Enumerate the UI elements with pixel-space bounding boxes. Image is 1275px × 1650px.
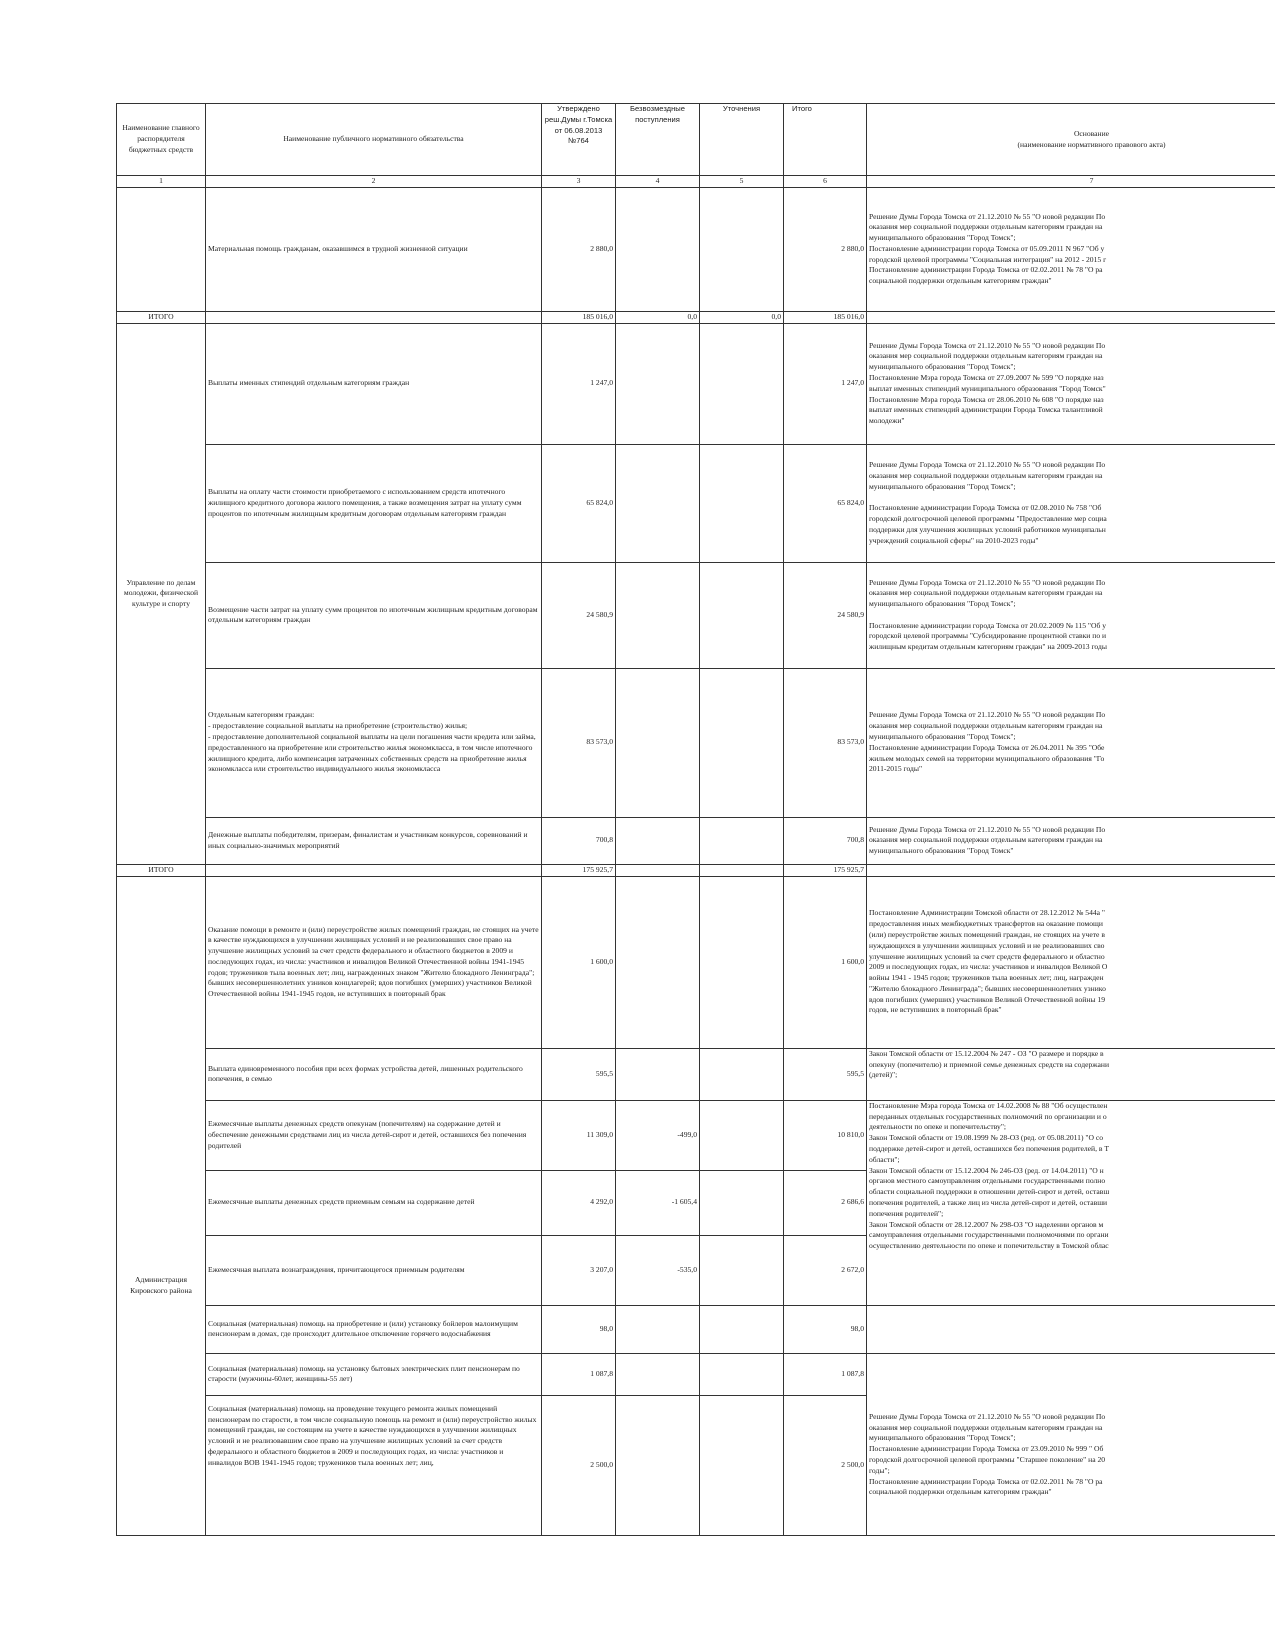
total-sum: 175 925,7 bbox=[784, 864, 867, 876]
total-value: 2 672,0 bbox=[784, 1235, 867, 1305]
obligation-name: Оказание помощи в ремонте и (или) переустройстве жилых помещений граждан, не стоящих на учете в качестве нуждающихся в улучшении жилищных условий и не реализовавших свое право на улучшение жилищных условий за счет средств федерального и областного бюджетов в 2009 и последующих годах, из числа: участников и инвалидов Великой Отечественной войны 1941-1945 годов; тружеников тыла военных лет; лиц, награжденных знаком "Жителю блокадного Ленинграда"; бывших несовершеннолетних узников концлагерей; вдов погибших (умерших) участников Великой Отечественной войны 1941-1945 годов, не вступивших в повторный брак bbox=[206, 876, 542, 1048]
total-label: ИТОГО bbox=[117, 311, 206, 323]
total-label: ИТОГО bbox=[117, 864, 206, 876]
approved-value: 98,0 bbox=[542, 1305, 616, 1353]
table-row bbox=[117, 668, 1275, 817]
obligation-name: Социальная (материальная) помощь на установку бытовых электрических плит пенсионерам по старости (мужчины-60лет, женщины-55 лет) bbox=[206, 1353, 542, 1395]
table-row bbox=[117, 876, 1275, 1048]
total-value: 65 824,0 bbox=[784, 444, 867, 562]
approved-value: 2 500,0 bbox=[542, 1395, 616, 1535]
colnum: 1 bbox=[117, 176, 206, 188]
basis-text: Постановление Администрации Томской области от 28.12.2012 № 544а " предоставления иных межбюджетных трансфертов на оказание помощи (или) переустройстве жилых помещений граждан, не стоящих на учете в нуждающихся в улучшении жилищных условий и не реализовавших сво улучшение жилищных условий за счет средств федерального и областно 2009 и последующих годах, из числа: участников и инвалидов Великой О войны 1941 - 1945 годов; тружеников тыла военных лет; лиц, награжден "Жителю блокадного Ленинграда"; бывших несовершеннолетних узнико вдов погибших (умерших) участников Великой Отечественной войны 19 годов, не вступивших в повторный брак" bbox=[867, 876, 1275, 1048]
colnum: 7 bbox=[867, 176, 1275, 188]
basis-text: Решение Думы Города Томска от 21.12.2010 № 55 "О новой редакции По оказания мер социальной поддержки отдельным категориям граждан на муниципального образования "Город Томск"; Постановление администрации Города Томска от 26.04.2011 № 395 "Обе жильем молодых семей на территории муниципального образования "Го 2011-2015 годы" bbox=[867, 668, 1275, 817]
colnum: 5 bbox=[700, 176, 784, 188]
free-receipts-value bbox=[616, 187, 700, 311]
total-approved: 175 925,7 bbox=[542, 864, 616, 876]
header-col7-subtitle: (наименование нормативного правового акта) bbox=[1017, 139, 1166, 149]
basis-text: Решение Думы Города Томска от 21.12.2010 № 55 "О новой редакции По оказания мер социальной поддержки отдельным категориям граждан на муниципального образования "Город Томск"; Постановление администрации Города Томска от 23.09.2010 № 999 " Об городской долгосрочной целевой программы "Старшее поколение" на 20 годы"; Постановление администрации Города Томска от 02.02.2011 № 78 "О ра социальной поддержки отдельным категориям граждан" bbox=[867, 1353, 1275, 1535]
header-col1: Наименование главного распорядителя бюджетных средств bbox=[117, 104, 206, 176]
appropriations-table bbox=[116, 103, 1275, 1536]
total-value: 700,8 bbox=[784, 817, 867, 864]
table-row bbox=[117, 1353, 1275, 1395]
colnum: 6 bbox=[784, 176, 867, 188]
table-row bbox=[117, 817, 1275, 864]
obligation-name: Социальная (материальная) помощь на проведение текущего ремонта жилых помещений пенсионерам по старости, в том числе социальную помощь на ремонт и (или) переустройство жилых помещений граждан, не состоящим на учете в качестве нуждающихся в улучшении жилищных условий и не реализовавшим свое право на улучшение жилищных условий за счет средств федерального и областного бюджетов в 2009 и последующих годах, из числа: участников и инвалидов ВОВ 1941-1945 годов; тружеников тыла военных лет; лиц, bbox=[206, 1395, 542, 1535]
dept-cell bbox=[117, 187, 206, 311]
dept-name: Управление по делам молодежи, физической культуре и спорту bbox=[117, 323, 206, 864]
header-col4: Безвозмездные поступления bbox=[616, 104, 700, 176]
total-approved: 185 016,0 bbox=[542, 311, 616, 323]
basis-text: Решение Думы Города Томска от 21.12.2010 № 55 "О новой редакции По оказания мер социальной поддержки отдельным категориям граждан на муниципального образования "Город Томск" bbox=[867, 817, 1275, 864]
table-row bbox=[117, 1048, 1275, 1100]
approved-value: 1 087,8 bbox=[542, 1353, 616, 1395]
approved-value: 2 880,0 bbox=[542, 187, 616, 311]
basis-text: Решение Думы Города Томска от 21.12.2010 № 55 "О новой редакции По оказания мер социальной поддержки отдельным категориям граждан на муниципального образования "Город Томск"; Постановление администрации Города Томска от 02.08.2010 № 758 "Об городской долгосрочной целевой программы "Предоставление мер социа поддержки для улучшения жилищных условий работников муниципальн учреждений социальной сферы" на 2010-2023 годы" bbox=[867, 444, 1275, 562]
approved-value: 1 247,0 bbox=[542, 323, 616, 444]
approved-value: 3 207,0 bbox=[542, 1235, 616, 1305]
obligation-name: Денежные выплаты победителям, призерам, финалистам и участникам конкурсов, соревнований и иных социально-значимых мероприятий bbox=[206, 817, 542, 864]
header-col2: Наименование публичного нормативного обязательства bbox=[206, 104, 542, 176]
total-value: 1 087,8 bbox=[784, 1353, 867, 1395]
free-receipts-value: -499,0 bbox=[616, 1100, 700, 1170]
total-value: 1 247,0 bbox=[784, 323, 867, 444]
total-value: 24 580,9 bbox=[784, 562, 867, 668]
obligation-name: Отдельным категориям граждан: - предоставление социальной выплаты на приобретение (строительство) жилья; - предоставление дополнительной социальной выплаты на цели погашения части кредита или займа, предоставленного на приобретение или строительство жилья экономкласса, в том числе ипотечного жилищного кредита, либо компенсация затраченных собственных средств на приобретение жилья экономкласса или строительство индивидуального жилья экономкласса bbox=[206, 668, 542, 817]
obligation-name: Возмещение части затрат на уплату сумм процентов по ипотечным жилищным кредитным договорам отдельным категориям граждан bbox=[206, 562, 542, 668]
column-number-row bbox=[117, 176, 1275, 188]
total-value: 1 600,0 bbox=[784, 876, 867, 1048]
basis-text: Решение Думы Города Томска от 21.12.2010 № 55 "О новой редакции По оказания мер социальной поддержки отдельным категориям граждан на муниципального образования "Город Томск"; Постановление администрации города Томска от 05.09.2011 N 967 "Об у городской целевой программы "Социальная интеграция" на 2012 - 2015 г Постановление администрации Города Томска от 02.02.2011 № 78 "О ра социальной поддержки отдельным категориям граждан" bbox=[867, 187, 1275, 311]
approved-value: 83 573,0 bbox=[542, 668, 616, 817]
approved-value: 1 600,0 bbox=[542, 876, 616, 1048]
dept-name: Администрация Кировского района bbox=[117, 876, 206, 1535]
total-value: 10 810,0 bbox=[784, 1100, 867, 1170]
total-row bbox=[117, 864, 1275, 876]
header-col3: Утверждено реш.Думы г.Томска от 06.08.2013 №764 bbox=[542, 104, 616, 176]
header-col6: Итого bbox=[784, 104, 867, 176]
basis-text: Решение Думы Города Томска от 21.12.2010 № 55 "О новой редакции По оказания мер социальной поддержки отдельным категориям граждан на муниципального образования "Город Томск"; Постановление администрации города Томска от 20.02.2009 № 115 "Об у городской целевой программы "Субсидирование процентной ставки по и жилищным кредитам отдельным категориям граждан" на 2009-2013 годы bbox=[867, 562, 1275, 668]
table-row bbox=[117, 562, 1275, 668]
total-value: 595,5 bbox=[784, 1048, 867, 1100]
header-col5: Уточнения bbox=[700, 104, 784, 176]
basis-text: Постановление Мэра города Томска от 14.02.2008 № 88 "Об осуществлен переданных отдельных государственных полномочий по организации и о деятельности по опеке и попечительству"; Закон Томской области от 19.08.1999 № 28-ОЗ (ред. от 05.08.2011) "О со поддержке детей-сирот и детей, оставшихся без попечения родителей, в Т области"; Закон Томской области от 15.12.2004 № 246-ОЗ (ред. от 14.04.2011) "О н органов местного самоуправления отдельными государственными полно области социальной поддержки в отношении детей-сирот и детей, оставш попечения родителей, а также лиц из числа детей-сирот и детей, оставши попечения родителей"; Закон Томской области от 28.12.2007 № 298-ОЗ "О наделении органов м самоуправления отдельными государственными полномочиями по органи осуществлению деятельности по опеке и попечительству в Томской облас bbox=[867, 1100, 1275, 1305]
total-free-receipts: 0,0 bbox=[616, 311, 700, 323]
approved-value: 595,5 bbox=[542, 1048, 616, 1100]
total-sum: 185 016,0 bbox=[784, 311, 867, 323]
header-col7-title: Основание bbox=[1073, 128, 1110, 138]
obligation-name: Ежемесячные выплаты денежных средств приемным семьям на содержание детей bbox=[206, 1170, 542, 1235]
total-value: 2 880,0 bbox=[784, 187, 867, 311]
table-row bbox=[117, 187, 1275, 311]
total-value: 2 686,6 bbox=[784, 1170, 867, 1235]
obligation-name: Выплата единовременного пособия при всех формах устройства детей, лишенных родительского попечения, в семью bbox=[206, 1048, 542, 1100]
table-row bbox=[117, 444, 1275, 562]
obligation-name: Социальная (материальная) помощь на приобретение и (или) установку бойлеров малоимущим пенсионерам в домах, где происходит длительное отключение горячего водоснабжения bbox=[206, 1305, 542, 1353]
total-value: 83 573,0 bbox=[784, 668, 867, 817]
adjustment-value bbox=[700, 187, 784, 311]
obligation-name: Материальная помощь гражданам, оказавшимся в трудной жизненной ситуации bbox=[206, 187, 542, 311]
table-row bbox=[117, 1305, 1275, 1353]
total-value: 2 500,0 bbox=[784, 1395, 867, 1535]
colnum: 4 bbox=[616, 176, 700, 188]
header-row bbox=[117, 104, 1275, 176]
approved-value: 11 309,0 bbox=[542, 1100, 616, 1170]
free-receipts-value: -535,0 bbox=[616, 1235, 700, 1305]
approved-value: 700,8 bbox=[542, 817, 616, 864]
table-row bbox=[117, 1100, 1275, 1170]
obligation-name: Ежемесячная выплата вознаграждения, причитающегося приемным родителям bbox=[206, 1235, 542, 1305]
obligation-name: Выплаты на оплату части стоимости приобретаемого с использованием средств ипотечного жилищного кредитного договора жилого помещения, а также возмещения затрат на уплату сумм процентов по ипотечным жилищным кредитным договорам отдельным категориям граждан bbox=[206, 444, 542, 562]
header-col7 bbox=[867, 104, 1275, 176]
total-value: 98,0 bbox=[784, 1305, 867, 1353]
obligation-name: Выплаты именных стипендий отдельным категориям граждан bbox=[206, 323, 542, 444]
colnum: 2 bbox=[206, 176, 542, 188]
total-adjustments: 0,0 bbox=[700, 311, 784, 323]
basis-text: Решение Думы Города Томска от 21.12.2010 № 55 "О новой редакции По оказания мер социальной поддержки отдельным категориям граждан на муниципального образования "Город Томск"; Постановление Мэра города Томска от 27.09.2007 № 599 "О порядке наз выплат именных стипендий муниципального образования "Город Томск" Постановление Мэра города Томска от 28.06.2010 № 608 "О порядке наз выплат именных стипендий администрации Города Томска талантливой молодежи" bbox=[867, 323, 1275, 444]
approved-value: 24 580,9 bbox=[542, 562, 616, 668]
free-receipts-value: -1 605,4 bbox=[616, 1170, 700, 1235]
total-row bbox=[117, 311, 1275, 323]
table-row bbox=[117, 323, 1275, 444]
obligation-name: Ежемесячные выплаты денежных средств опекунам (попечителям) на содержание детей и обеспечение денежными средствами лиц из числа детей-сирот и детей, оставшихся без попечения родителей bbox=[206, 1100, 542, 1170]
colnum: 3 bbox=[542, 176, 616, 188]
basis-text: Закон Томской области от 15.12.2004 № 247 - ОЗ "О размере и порядке в опекуну (попечителю) и приемной семье денежных средств на содержани (детей)"; bbox=[867, 1048, 1275, 1100]
approved-value: 65 824,0 bbox=[542, 444, 616, 562]
approved-value: 4 292,0 bbox=[542, 1170, 616, 1235]
